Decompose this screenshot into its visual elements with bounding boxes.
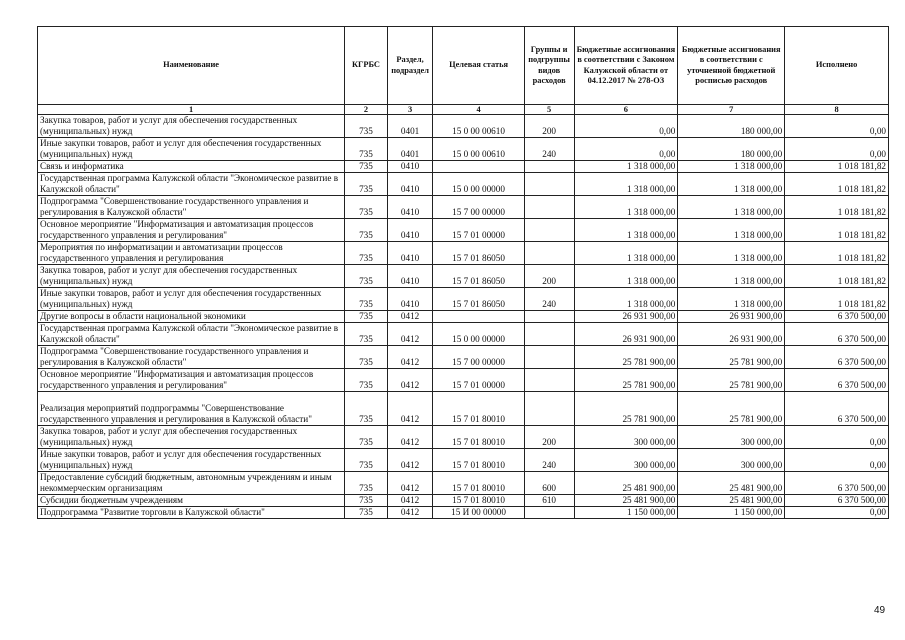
table-row xyxy=(38,219,889,242)
row-executed-amount: 1 018 181,82 xyxy=(785,265,889,288)
row-section: 0412 xyxy=(387,426,433,449)
row-law-amount: 1 318 000,00 xyxy=(574,288,678,311)
row-group xyxy=(524,369,574,392)
row-target: 15 7 01 80010 xyxy=(433,392,524,426)
row-section: 0412 xyxy=(387,472,433,495)
row-target: 15 7 01 00000 xyxy=(433,219,524,242)
row-law-amount: 1 318 000,00 xyxy=(574,173,678,196)
row-law-amount: 300 000,00 xyxy=(574,449,678,472)
row-name: Мероприятия по информатизации и автоматизации процессов государственного управления и регулирования xyxy=(38,242,345,265)
row-kgrbs: 735 xyxy=(345,346,388,369)
row-law-amount: 1 318 000,00 xyxy=(574,265,678,288)
row-executed-amount: 6 370 500,00 xyxy=(785,311,889,323)
row-refined-amount: 1 318 000,00 xyxy=(678,242,785,265)
table-row xyxy=(38,392,889,426)
column-number: 1 xyxy=(38,105,345,115)
row-law-amount: 25 481 900,00 xyxy=(574,495,678,507)
row-group: 200 xyxy=(524,265,574,288)
row-kgrbs: 735 xyxy=(345,369,388,392)
row-group xyxy=(524,392,574,426)
table-row xyxy=(38,265,889,288)
row-target: 15 0 00 00610 xyxy=(433,138,524,161)
row-name: Основное мероприятие "Информатизация и автоматизация процессов государственного управления и регулирования" xyxy=(38,219,345,242)
row-name: Государственная программа Калужской области "Экономическое развитие в Калужской области" xyxy=(38,323,345,346)
column-number: 2 xyxy=(345,105,388,115)
row-group: 200 xyxy=(524,426,574,449)
header-name: Наименование xyxy=(38,27,345,105)
row-executed-amount: 0,00 xyxy=(785,507,889,519)
header-section: Раздел, подраздел xyxy=(387,27,433,105)
row-executed-amount: 1 018 181,82 xyxy=(785,242,889,265)
row-refined-amount: 180 000,00 xyxy=(678,138,785,161)
row-executed-amount: 0,00 xyxy=(785,138,889,161)
row-name: Иные закупки товаров, работ и услуг для обеспечения государственных (муниципальных) нужд xyxy=(38,138,345,161)
row-section: 0410 xyxy=(387,242,433,265)
row-executed-amount: 6 370 500,00 xyxy=(785,369,889,392)
row-name: Подпрограмма "Совершенствование государственного управления и регулирования в Калужской области" xyxy=(38,196,345,219)
row-refined-amount: 25 781 900,00 xyxy=(678,392,785,426)
row-law-amount: 25 481 900,00 xyxy=(574,472,678,495)
page-number: 49 xyxy=(874,605,886,616)
row-law-amount: 1 318 000,00 xyxy=(574,242,678,265)
row-target: 15 7 00 00000 xyxy=(433,196,524,219)
table-row xyxy=(38,323,889,346)
row-target: 15 0 00 00000 xyxy=(433,173,524,196)
row-group xyxy=(524,311,574,323)
row-name: Государственная программа Калужской области "Экономическое развитие в Калужской области" xyxy=(38,173,345,196)
row-section: 0412 xyxy=(387,311,433,323)
row-kgrbs: 735 xyxy=(345,426,388,449)
row-name: Иные закупки товаров, работ и услуг для обеспечения государственных (муниципальных) нужд xyxy=(38,449,345,472)
table-row xyxy=(38,426,889,449)
column-number: 8 xyxy=(785,105,889,115)
header-executed: Исполнено xyxy=(785,27,889,105)
row-section: 0412 xyxy=(387,495,433,507)
table-row xyxy=(38,138,889,161)
row-law-amount: 1 150 000,00 xyxy=(574,507,678,519)
row-group: 200 xyxy=(524,115,574,138)
row-section: 0401 xyxy=(387,138,433,161)
row-group: 240 xyxy=(524,288,574,311)
row-law-amount: 0,00 xyxy=(574,138,678,161)
row-law-amount: 300 000,00 xyxy=(574,426,678,449)
row-group: 610 xyxy=(524,495,574,507)
row-group: 240 xyxy=(524,449,574,472)
row-kgrbs: 735 xyxy=(345,449,388,472)
column-number: 5 xyxy=(524,105,574,115)
row-name: Закупка товаров, работ и услуг для обеспечения государственных (муниципальных) нужд xyxy=(38,426,345,449)
row-executed-amount: 1 018 181,82 xyxy=(785,219,889,242)
row-law-amount: 25 781 900,00 xyxy=(574,392,678,426)
row-refined-amount: 1 318 000,00 xyxy=(678,161,785,173)
row-refined-amount: 180 000,00 xyxy=(678,115,785,138)
row-target: 15 7 00 00000 xyxy=(433,346,524,369)
row-group xyxy=(524,173,574,196)
row-group xyxy=(524,196,574,219)
row-executed-amount: 6 370 500,00 xyxy=(785,323,889,346)
table-row xyxy=(38,288,889,311)
row-kgrbs: 735 xyxy=(345,138,388,161)
row-law-amount: 1 318 000,00 xyxy=(574,161,678,173)
table-body xyxy=(38,115,889,519)
row-name: Основное мероприятие "Информатизация и автоматизация процессов государственного управления и регулирования" xyxy=(38,369,345,392)
row-target xyxy=(433,161,524,173)
row-kgrbs: 735 xyxy=(345,196,388,219)
row-law-amount: 26 931 900,00 xyxy=(574,323,678,346)
table-row xyxy=(38,369,889,392)
table-row xyxy=(38,346,889,369)
row-law-amount: 1 318 000,00 xyxy=(574,196,678,219)
row-refined-amount: 1 318 000,00 xyxy=(678,219,785,242)
row-kgrbs: 735 xyxy=(345,288,388,311)
row-section: 0410 xyxy=(387,161,433,173)
row-group: 240 xyxy=(524,138,574,161)
row-executed-amount: 6 370 500,00 xyxy=(785,392,889,426)
row-target: 15 7 01 00000 xyxy=(433,369,524,392)
row-target xyxy=(433,311,524,323)
row-name: Связь и информатика xyxy=(38,161,345,173)
header-refined: Бюджетные ассигнования в соответствии с уточненной бюджетной росписью расходов xyxy=(678,27,785,105)
row-name: Другие вопросы в области национальной экономики xyxy=(38,311,345,323)
row-section: 0412 xyxy=(387,346,433,369)
row-target: 15 7 01 80010 xyxy=(433,472,524,495)
column-number-row xyxy=(38,105,889,115)
row-section: 0410 xyxy=(387,219,433,242)
table-row xyxy=(38,161,889,173)
row-kgrbs: 735 xyxy=(345,507,388,519)
row-refined-amount: 25 481 900,00 xyxy=(678,495,785,507)
header-target: Целевая статья xyxy=(433,27,524,105)
row-name: Субсидии бюджетным учреждениям xyxy=(38,495,345,507)
row-executed-amount: 1 018 181,82 xyxy=(785,288,889,311)
row-target: 15 7 01 86050 xyxy=(433,242,524,265)
row-kgrbs: 735 xyxy=(345,472,388,495)
row-section: 0412 xyxy=(387,369,433,392)
header-kgrbs: КГРБС xyxy=(345,27,388,105)
header-row xyxy=(38,27,889,105)
row-section: 0412 xyxy=(387,323,433,346)
table-row xyxy=(38,173,889,196)
row-refined-amount: 300 000,00 xyxy=(678,426,785,449)
row-section: 0412 xyxy=(387,507,433,519)
row-target: 15 И 00 00000 xyxy=(433,507,524,519)
column-number: 6 xyxy=(574,105,678,115)
table-row xyxy=(38,311,889,323)
row-executed-amount: 0,00 xyxy=(785,449,889,472)
row-executed-amount: 0,00 xyxy=(785,426,889,449)
table-row xyxy=(38,196,889,219)
row-name: Закупка товаров, работ и услуг для обеспечения государственных (муниципальных) нужд xyxy=(38,265,345,288)
row-executed-amount: 0,00 xyxy=(785,115,889,138)
row-group xyxy=(524,323,574,346)
header-groups: Группы и подгруппы видов расходов xyxy=(524,27,574,105)
row-executed-amount: 1 018 181,82 xyxy=(785,161,889,173)
column-number: 7 xyxy=(678,105,785,115)
row-executed-amount: 6 370 500,00 xyxy=(785,346,889,369)
row-refined-amount: 1 318 000,00 xyxy=(678,265,785,288)
row-group xyxy=(524,242,574,265)
table-row xyxy=(38,472,889,495)
row-target: 15 7 01 86050 xyxy=(433,288,524,311)
row-group xyxy=(524,507,574,519)
row-target: 15 7 01 80010 xyxy=(433,426,524,449)
row-executed-amount: 6 370 500,00 xyxy=(785,472,889,495)
row-kgrbs: 735 xyxy=(345,495,388,507)
row-kgrbs: 735 xyxy=(345,219,388,242)
row-refined-amount: 25 781 900,00 xyxy=(678,346,785,369)
row-target: 15 0 00 00610 xyxy=(433,115,524,138)
row-kgrbs: 735 xyxy=(345,323,388,346)
row-executed-amount: 6 370 500,00 xyxy=(785,495,889,507)
row-refined-amount: 26 931 900,00 xyxy=(678,311,785,323)
row-law-amount: 0,00 xyxy=(574,115,678,138)
row-target: 15 7 01 86050 xyxy=(433,265,524,288)
row-name: Подпрограмма "Развитие торговли в Калужской области" xyxy=(38,507,345,519)
row-executed-amount: 1 018 181,82 xyxy=(785,196,889,219)
row-law-amount: 25 781 900,00 xyxy=(574,346,678,369)
column-number: 3 xyxy=(387,105,433,115)
row-refined-amount: 1 318 000,00 xyxy=(678,173,785,196)
row-group xyxy=(524,219,574,242)
row-kgrbs: 735 xyxy=(345,115,388,138)
row-section: 0410 xyxy=(387,265,433,288)
row-name: Предоставление субсидий бюджетным, автономным учреждениям и иным некоммерческим организациям xyxy=(38,472,345,495)
row-target: 15 7 01 80010 xyxy=(433,449,524,472)
table-row xyxy=(38,115,889,138)
row-kgrbs: 735 xyxy=(345,161,388,173)
row-section: 0410 xyxy=(387,288,433,311)
row-group xyxy=(524,346,574,369)
row-name: Закупка товаров, работ и услуг для обеспечения государственных (муниципальных) нужд xyxy=(38,115,345,138)
row-kgrbs: 735 xyxy=(345,392,388,426)
row-target: 15 0 00 00000 xyxy=(433,323,524,346)
table-row xyxy=(38,242,889,265)
row-kgrbs: 735 xyxy=(345,311,388,323)
row-section: 0410 xyxy=(387,196,433,219)
table-row xyxy=(38,449,889,472)
row-name: Реализация мероприятий подпрограммы "Совершенствование государственного управления и регулирования в Калужской области" xyxy=(38,392,345,426)
row-refined-amount: 1 318 000,00 xyxy=(678,196,785,219)
row-refined-amount: 300 000,00 xyxy=(678,449,785,472)
column-number: 4 xyxy=(433,105,524,115)
budget-table xyxy=(37,26,889,519)
row-refined-amount: 26 931 900,00 xyxy=(678,323,785,346)
row-refined-amount: 1 150 000,00 xyxy=(678,507,785,519)
row-kgrbs: 735 xyxy=(345,265,388,288)
table-row xyxy=(38,495,889,507)
row-section: 0412 xyxy=(387,449,433,472)
table-row xyxy=(38,507,889,519)
row-group: 600 xyxy=(524,472,574,495)
row-group xyxy=(524,161,574,173)
row-section: 0410 xyxy=(387,173,433,196)
row-section: 0412 xyxy=(387,392,433,426)
row-section: 0401 xyxy=(387,115,433,138)
row-kgrbs: 735 xyxy=(345,242,388,265)
row-law-amount: 25 781 900,00 xyxy=(574,369,678,392)
row-refined-amount: 1 318 000,00 xyxy=(678,288,785,311)
row-kgrbs: 735 xyxy=(345,173,388,196)
row-law-amount: 26 931 900,00 xyxy=(574,311,678,323)
row-law-amount: 1 318 000,00 xyxy=(574,219,678,242)
row-target: 15 7 01 80010 xyxy=(433,495,524,507)
row-refined-amount: 25 781 900,00 xyxy=(678,369,785,392)
row-executed-amount: 1 018 181,82 xyxy=(785,173,889,196)
row-refined-amount: 25 481 900,00 xyxy=(678,472,785,495)
row-name: Иные закупки товаров, работ и услуг для обеспечения государственных (муниципальных) нужд xyxy=(38,288,345,311)
row-name: Подпрограмма "Совершенствование государственного управления и регулирования в Калужской области" xyxy=(38,346,345,369)
header-law: Бюджетные ассигнования в соответствии с Законом Калужской области от 04.12.2017 № 278-ОЗ xyxy=(574,27,678,105)
